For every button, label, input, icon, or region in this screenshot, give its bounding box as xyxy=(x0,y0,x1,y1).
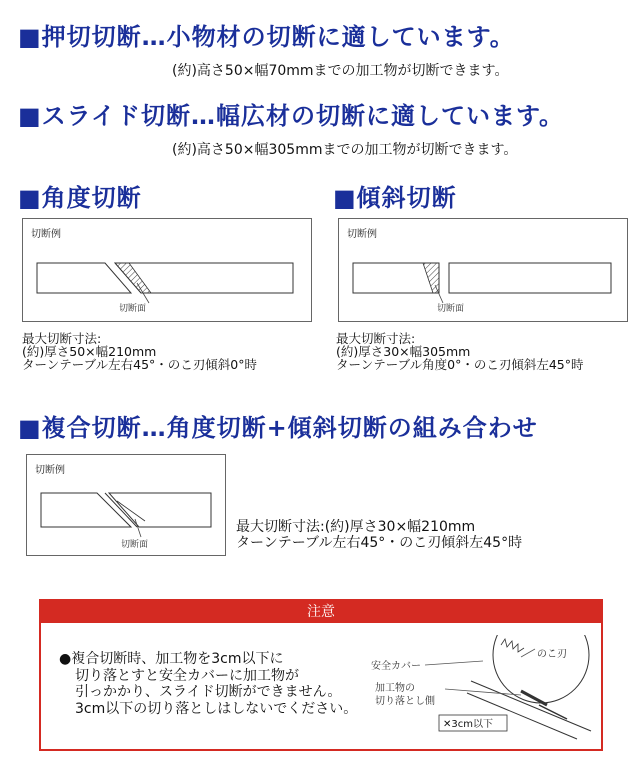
bevel-cut-spec xyxy=(336,332,584,371)
spec-line: 最大切断寸法:(約)厚さ30×幅210mm xyxy=(236,519,476,535)
caution-line: 切り落とすと安全カバーに加工物が xyxy=(75,667,299,684)
spec-line: 最大切断寸法: xyxy=(22,331,102,346)
limit-label: ✕3cm以下 xyxy=(443,719,493,730)
caution-diagram xyxy=(371,635,601,745)
spec-line: (約)厚さ50×幅210mm xyxy=(22,344,157,359)
spec-line: ターンテーブル左右45°・のこ刃傾斜0°時 xyxy=(22,357,257,372)
example-label: 切断例 xyxy=(35,465,65,476)
spec-line: (約)厚さ30×幅305mm xyxy=(336,344,471,359)
caution-header: 注意 xyxy=(41,601,601,623)
angle-cut-heading: ■角度切断 xyxy=(18,184,142,212)
cut-face-label: 切断面 xyxy=(119,304,147,314)
angle-cut-diagram xyxy=(23,219,311,321)
saw-blade-icon xyxy=(493,635,589,703)
caution-box xyxy=(39,599,603,751)
example-label: 切断例 xyxy=(347,229,377,240)
bevel-cut-diagram xyxy=(339,219,627,321)
caution-line: 引っかかり、スライド切断ができません。 xyxy=(75,684,342,700)
push-cut-heading: ■押切切断…小物材の切断に適しています。 xyxy=(18,23,515,51)
workpiece-label: 切り落とし側 xyxy=(375,696,435,707)
slide-cut-note: (約)高さ50×幅305mmまでの加工物が切断できます。 xyxy=(172,142,518,158)
cover-label: 安全カバー xyxy=(371,661,421,672)
spec-line: 最大切断寸法: xyxy=(336,331,416,346)
caution-text xyxy=(59,651,357,717)
caution-line: ●複合切断時、加工物を3cm以下に xyxy=(59,651,284,667)
angle-cut-example-box xyxy=(22,218,312,322)
spec-line: ターンテーブル左右45°・のこ刃傾斜左45°時 xyxy=(236,535,523,551)
caution-line: 3cm以下の切り落としはしないでください。 xyxy=(75,700,358,717)
angle-cut-spec xyxy=(22,332,257,371)
compound-cut-spec xyxy=(236,519,522,551)
spec-line: ターンテーブル角度0°・のこ刃傾斜左45°時 xyxy=(336,357,584,372)
example-label: 切断例 xyxy=(31,229,61,240)
blade-label: のこ刃 xyxy=(537,649,567,660)
cut-face-label: 切断面 xyxy=(437,304,465,314)
workpiece-label: 加工物の xyxy=(375,683,415,694)
bevel-cut-example-box xyxy=(338,218,628,322)
push-cut-note: (約)高さ50×幅70mmまでの加工物が切断できます。 xyxy=(172,63,509,79)
slide-cut-heading: ■スライド切断…幅広材の切断に適しています。 xyxy=(18,102,565,130)
cut-face-label: 切断面 xyxy=(121,540,149,550)
compound-cut-heading: ■複合切断…角度切断+傾斜切断の組み合わせ xyxy=(18,414,538,442)
compound-cut-diagram xyxy=(27,455,225,555)
compound-cut-example-box xyxy=(26,454,226,556)
bevel-cut-heading: ■傾斜切断 xyxy=(333,184,457,212)
